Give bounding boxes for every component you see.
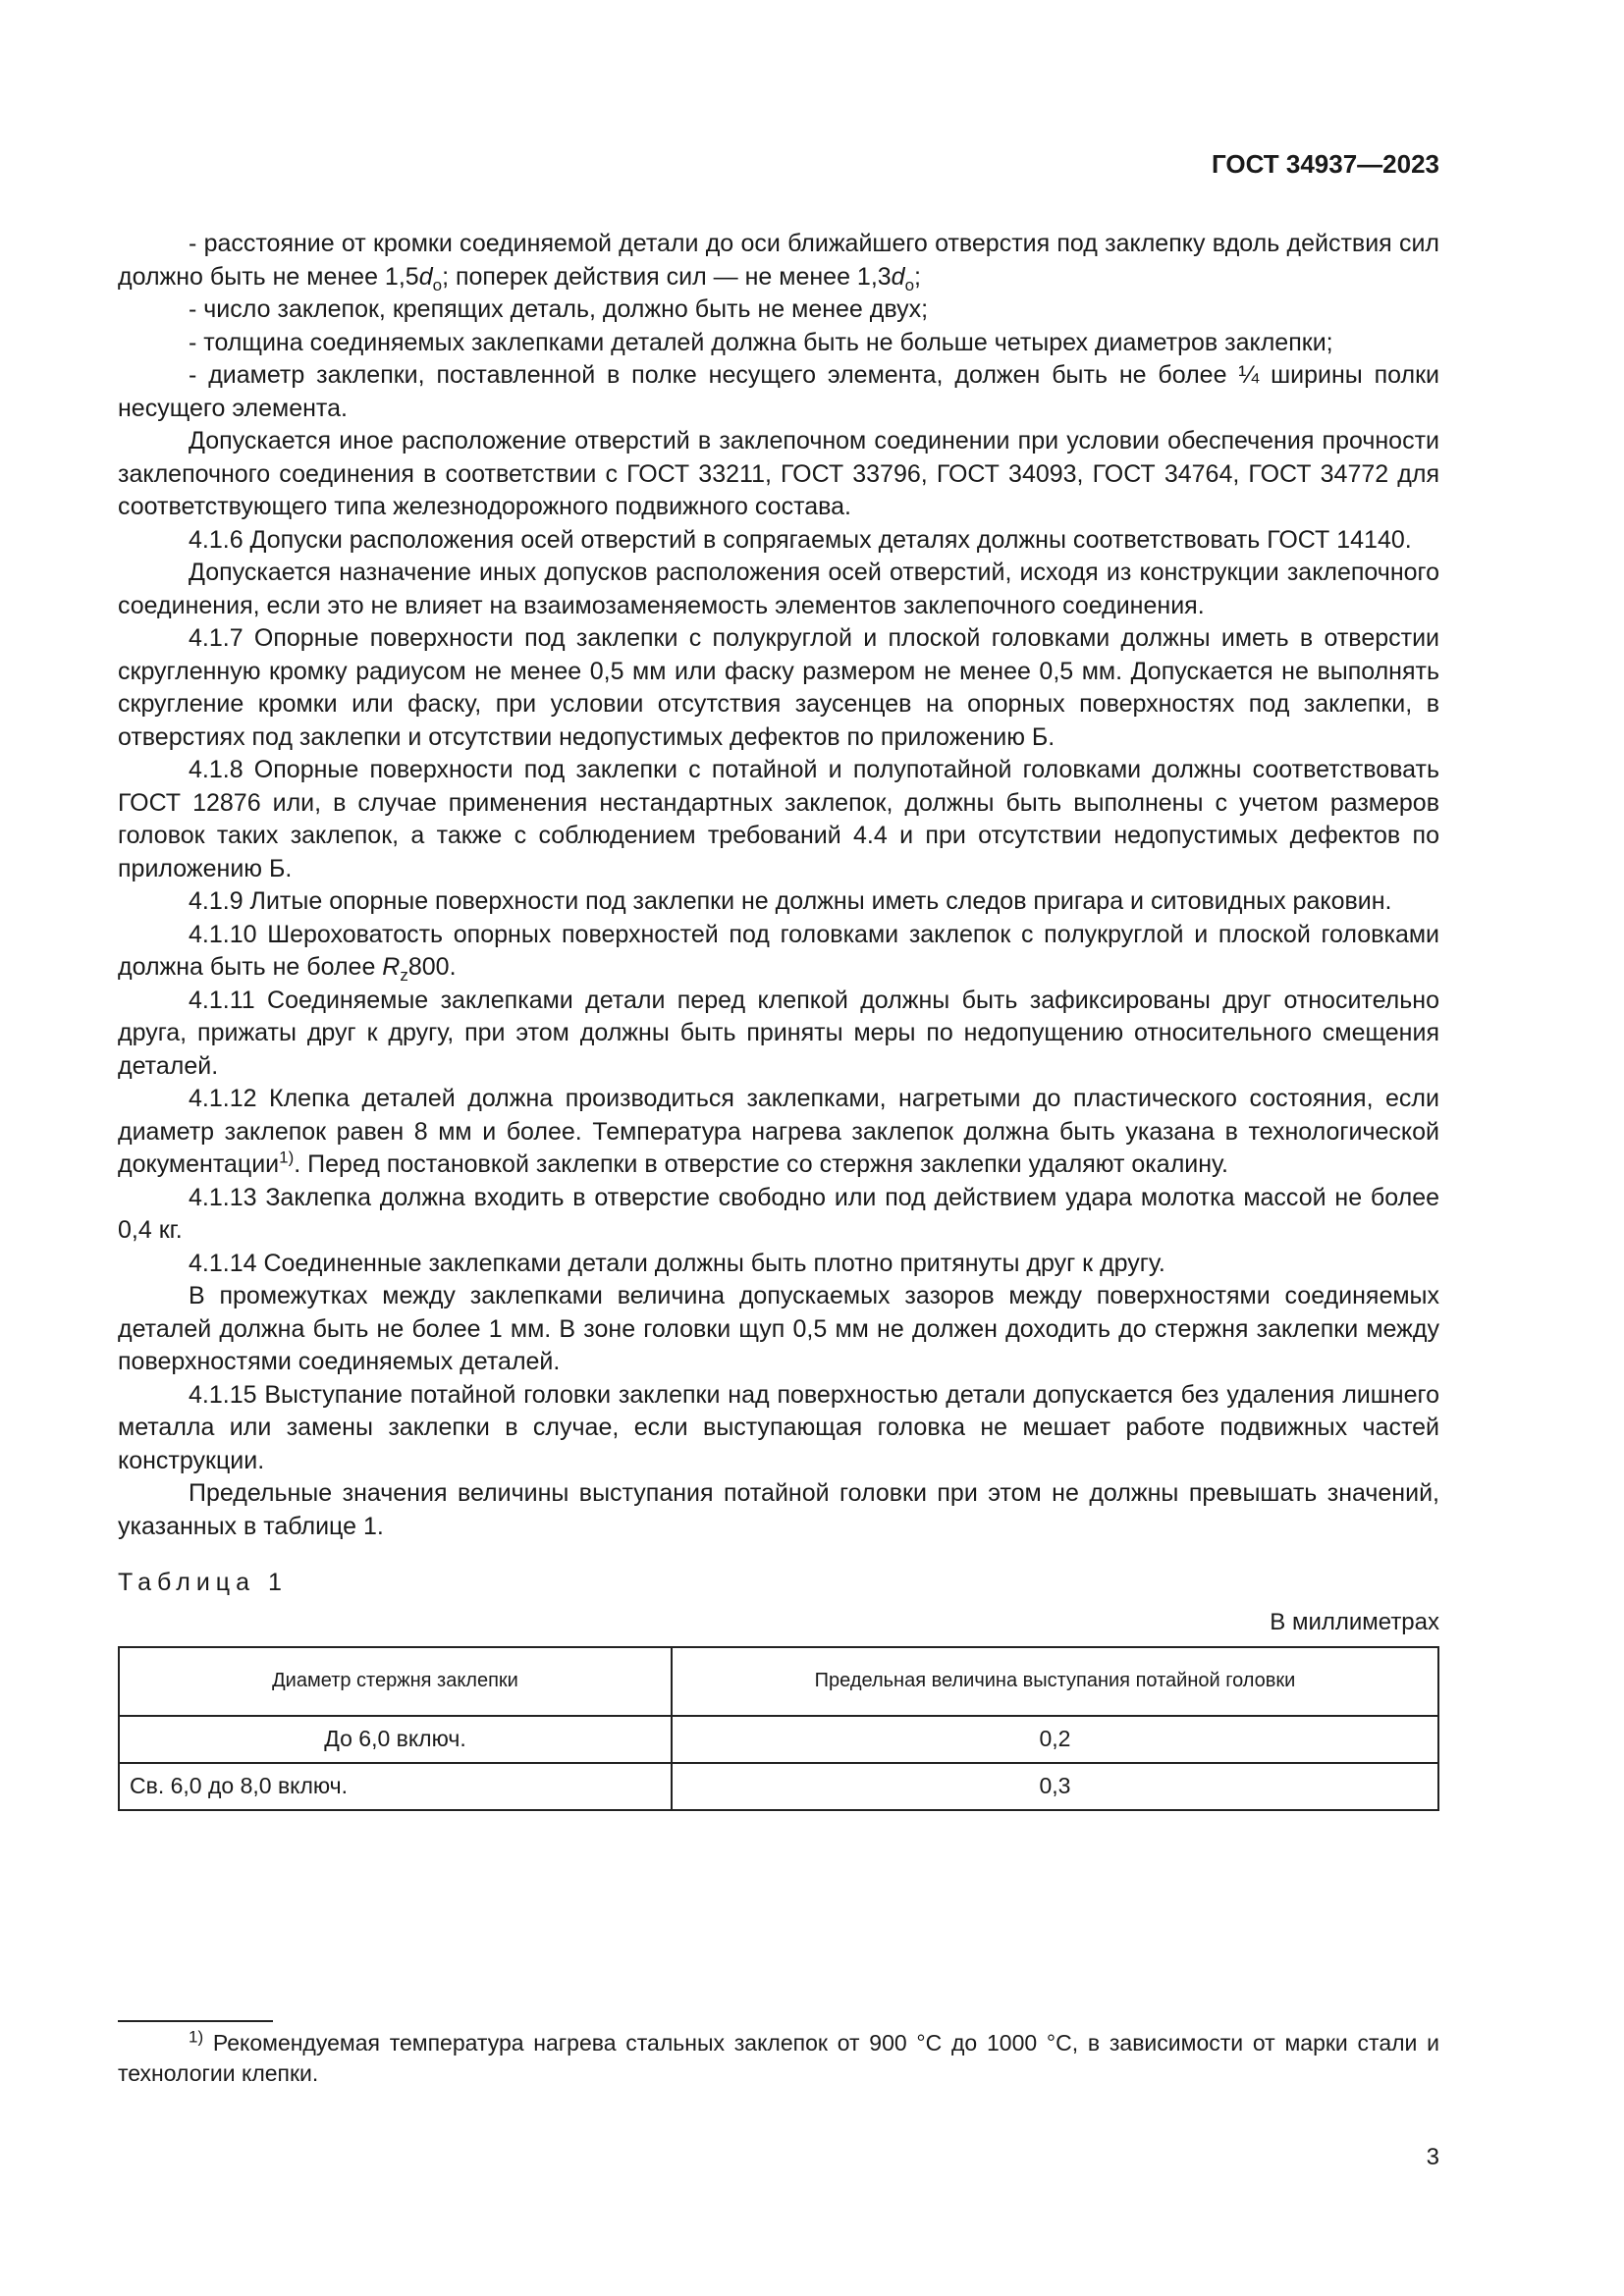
paragraph	[118, 919, 1439, 985]
subscript: o	[904, 275, 915, 294]
table-cell: Св. 6,0 до 8,0 включ.	[119, 1763, 672, 1810]
text-span: 4.1.10 Шероховатость опорных поверхностей под головками заклепок с полукруглой и плоской головками должна быть не более	[118, 920, 1439, 981]
footnote	[118, 2028, 1439, 2089]
paragraph: Допускается иное расположение отверстий в заклепочном соединении при условии обеспечения прочности заклепочного соединения в соответствии с ГОСТ 33211, ГОСТ 33796, ГОСТ 34093, ГОСТ 34764, ГОСТ 34772 для соответствующего типа железнодорожного подвижного состава.	[118, 427, 1439, 520]
column-header-diameter: Диаметр стержня заклепки	[119, 1647, 672, 1716]
paragraph: - диаметр заклепки, поставленной в полке несущего элемента, должен быть не более ¼ ширины полки несущего элемента.	[118, 361, 1439, 422]
paragraph	[118, 228, 1439, 294]
paragraph: Предельные значения величины выступания потайной головки при этом не должны превышать значений, указанных в таблице 1.	[118, 1479, 1439, 1540]
variable-d: d	[418, 262, 433, 291]
page-number: 3	[1426, 2144, 1439, 2170]
standard-designation: ГОСТ 34937—2023	[1212, 149, 1439, 179]
paragraph: 4.1.6 Допуски расположения осей отверстий в сопрягаемых деталях должны соответствовать ГОСТ 14140.	[189, 525, 1412, 554]
subscript: z	[400, 966, 408, 985]
paragraph: В промежутках между заклепками величина допускаемых зазоров между поверхностями соединяемых деталей должна быть не более 1 мм. В зоне головки щуп 0,5 мм не должен доходить до стержня заклепки между поверхностями соединяемых деталей.	[118, 1282, 1439, 1375]
text-span: 800.	[407, 953, 457, 981]
paragraph: 4.1.8 Опорные поверхности под заклепки с потайной и полупотайной головками должны соответствовать ГОСТ 12876 или, в случае применения нестандартных заклепок, должны быть выполнены с учетом размеров головок таких заклепок, а также с соблюдением требований 4.4 и при отсутствии недопустимых дефектов по приложению Б.	[118, 756, 1439, 882]
variable-r: R	[382, 953, 401, 981]
rivet-protrusion-table	[118, 1646, 1439, 1811]
table-title: Таблица 1	[118, 1569, 288, 1596]
table-units: В миллиметрах	[1270, 1608, 1439, 1635]
paragraph: 4.1.13 Заклепка должна входить в отверстие свободно или под действием удара молотка массой не более 0,4 кг.	[118, 1183, 1439, 1244]
column-header-protrusion: Предельная величина выступания потайной головки	[672, 1647, 1438, 1716]
variable-d: d	[891, 262, 905, 291]
table-cell: До 6,0 включ.	[119, 1716, 672, 1763]
subscript: o	[432, 275, 443, 294]
paragraph: 4.1.7 Опорные поверхности под заклепки с полукруглой и плоской головками должны иметь в отверстии скругленную кромку радиусом не менее 0,5 мм или фаску размером не менее 0,5 мм. Допускается не выполнять скругление кромки или фаску, при условии отсутствия заусенцев на опорных поверхностях под заклепки, в отверстиях под заклепки и отсутствии недопустимых дефектов по приложению Б.	[118, 624, 1439, 751]
footnote-text: Рекомендуемая температура нагрева стальных заклепок от 900 °С до 1000 °С, в зависимости от марки стали и технологии клепки.	[118, 2030, 1439, 2086]
paragraph: 4.1.14 Соединенные заклепками детали должны быть плотно притянуты друг к другу.	[189, 1249, 1165, 1277]
paragraph: 4.1.11 Соединяемые заклепками детали перед клепкой должны быть зафиксированы друг относительно друга, прижаты друг к другу, при этом должны быть приняты меры по недопущению относительного смещения деталей.	[118, 986, 1439, 1080]
paragraph: Допускается назначение иных допусков расположения осей отверстий, исходя из конструкции заклепочного соединения, если это не влияет на взаимозаменяемость элементов заклепочного соединения.	[118, 559, 1439, 619]
table-header-row	[119, 1647, 1438, 1716]
text-span: - расстояние от кромки соединяемой детали до оси ближайшего отверстия под заклепку вдоль действия сил должно быть не менее 1,5	[118, 230, 1439, 291]
paragraph: 4.1.15 Выступание потайной головки заклепки над поверхностью детали допускается без удаления лишнего металла или замены заклепки в случае, если выступающая головка не мешает работе подвижных частей конструкции.	[118, 1380, 1439, 1474]
footnote-mark: 1)	[189, 2027, 204, 2047]
text-span: . Перед постановкой заклепки в отверстие со стержня заклепки удаляют окалину.	[294, 1150, 1229, 1178]
paragraph: 4.1.9 Литые опорные поверхности под заклепки не должны иметь следов пригара и ситовидных раковин.	[189, 887, 1392, 915]
table-row	[119, 1763, 1438, 1810]
paragraph: - число заклепок, крепящих деталь, должно быть не менее двух;	[189, 295, 929, 323]
footnote-separator	[118, 2020, 273, 2022]
text-span: ;	[914, 262, 921, 291]
table-row	[119, 1716, 1438, 1763]
paragraph	[118, 1083, 1439, 1182]
footnote-reference[interactable]: 1)	[279, 1148, 295, 1167]
table-cell: 0,3	[672, 1763, 1438, 1810]
body-text	[118, 228, 1439, 1811]
text-span: 4.1.12 Клепка деталей должна производиться заклепками, нагретыми до пластического состояния, если диаметр заклепок равен 8 мм и более. Температура нагрева заклепок должна быть указана в технологической документации	[118, 1085, 1439, 1178]
paragraph: - толщина соединяемых заклепками деталей должна быть не больше четырех диаметров заклепки;	[189, 328, 1333, 356]
table-cell: 0,2	[672, 1716, 1438, 1763]
text-span: ; поперек действия сил — не менее 1,3	[442, 262, 892, 291]
